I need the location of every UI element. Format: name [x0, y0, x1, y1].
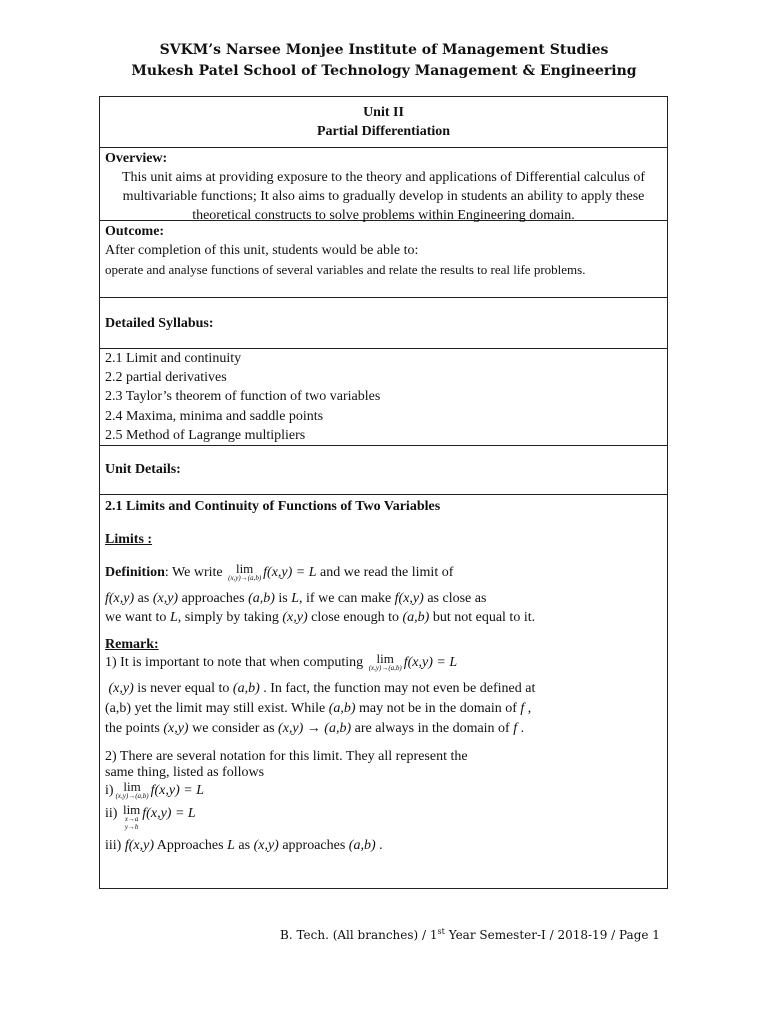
unit-table [99, 96, 668, 889]
outcome-line-1: After completion of this unit, students would be able to: [105, 243, 419, 258]
syllabus-label: Detailed Syllabus: [105, 316, 214, 331]
outcome-cell [100, 221, 667, 298]
overview-cell [100, 148, 667, 221]
limit-notation: lim (x,y)→(a,b) [228, 561, 262, 582]
outcome-line-2: operate and analyse functions of several variables and relate the results to real life problems. [105, 262, 586, 277]
definition-line-2: f(x,y) as (x,y) approaches (a,b) is L, if we can make f(x,y) as close as [105, 591, 487, 606]
notation-2: ii) lim x→a y→b f(x,y) = L [105, 802, 196, 831]
syllabus-label-cell [100, 298, 667, 349]
unit-number: Unit II [363, 105, 404, 120]
definition-line-1: Definition: We write lim (x,y)→(a,b) f(x,y) = L and we read the limit of [105, 561, 454, 582]
limits-label: Limits : [105, 532, 153, 547]
remark-line-6: same thing, listed as follows [105, 765, 265, 780]
remark-line-4: the points (x,y) we consider as (x,y) → (a,b) are always in the domain of f . [105, 721, 525, 736]
definition-line-3: we want to L, simply by taking (x,y) close enough to (a,b) but not equal to it. [105, 610, 536, 625]
section-heading: 2.1 Limits and Continuity of Functions of Two Variables [105, 499, 441, 514]
remark-line-1: 1) It is important to note that when computing lim (x,y)→(a,b) f(x,y) = L [105, 651, 458, 672]
unit-title-cell [100, 97, 667, 148]
syllabus-item: 2.2 partial derivatives [105, 370, 227, 386]
syllabus-item: 2.4 Maxima, minima and saddle points [105, 408, 324, 424]
unit-details-cell [100, 446, 667, 495]
syllabus-item: 2.3 Taylor’s theorem of function of two variables [105, 389, 381, 405]
page-footer: B. Tech. (All branches) / 1st Year Semester-I / 2018-19 / Page 1 [280, 927, 660, 942]
overview-text: This unit aims at providing exposure to the theory and applications of Differential calculus of multivariable functions; It also aims to gradually develop in students an ability to apply these theoretical constructs to solve problems within Engineering domain. [121, 170, 646, 223]
remark-line-2: (x,y) is never equal to (a,b) . In fact, the function may not even be defined at [108, 681, 536, 696]
document-header [0, 40, 768, 82]
definition-label: Definition [105, 565, 165, 580]
notation-3: iii) f(x,y) Approaches L as (x,y) approaches (a,b) . [105, 838, 383, 853]
remark-label: Remark: [105, 637, 159, 652]
outcome-label: Outcome: [105, 224, 165, 239]
remark-line-5: 2) There are several notation for this limit. They all represent the [105, 749, 468, 764]
notation-1: i) lim (x,y)→(a,b) f(x,y) = L [105, 779, 204, 800]
school-name: Mukesh Patel School of Technology Management & Engineering [131, 63, 637, 79]
unit-details-label: Unit Details: [105, 462, 181, 477]
institute-name: SVKM’s Narsee Monjee Institute of Management Studies [159, 42, 609, 58]
syllabus-item: 2.5 Method of Lagrange multipliers [105, 427, 306, 443]
syllabus-list [100, 349, 667, 446]
remark-line-3: (a,b) yet the limit may still exist. While (a,b) may not be in the domain of f , [105, 701, 532, 716]
section-content [100, 495, 667, 888]
unit-title: Partial Differentiation [316, 124, 451, 139]
overview-label: Overview: [105, 151, 168, 166]
syllabus-item: 2.1 Limit and continuity [105, 351, 242, 366]
